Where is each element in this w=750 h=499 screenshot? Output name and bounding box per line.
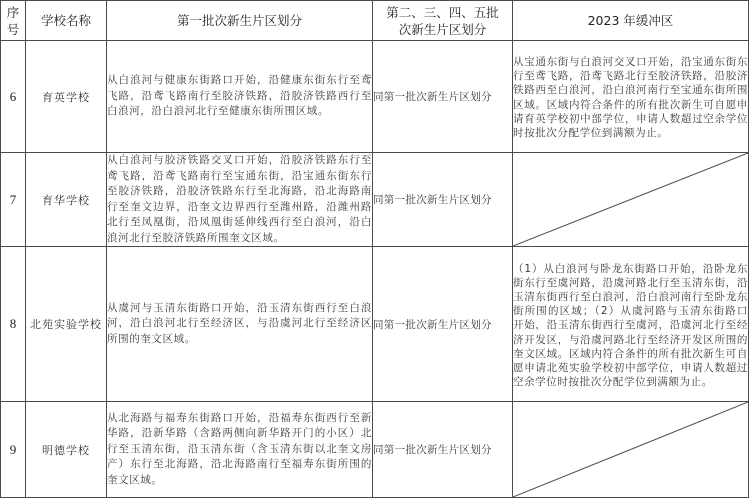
header-seq: 序号 [1,1,26,41]
header-later-batches: 第二、三、四、五批次新生片区划分 [373,1,513,41]
row-buffer-zone: （1）从白浪河与卧龙东街路口开始，沿卧龙东街东行至虞河路，沿虞河路北行至玉清东街，沿玉清东街西行至白浪河，沿白浪河南行至卧龙东街所围的区域；（2）从虞河路与玉清东街路口开始，沿玉清东街西行至虞河，沿虞河北行至经济开发区，与沿虞河路北行至经济开发区所围的奎文区域。区域内符合条件的所有批次新生可自愿申请北苑实验学校初中部学位，申请人数超过空余学位时按批次分配学位到满额为止。 [513,247,749,402]
table-row [1,402,749,498]
row-later-batch-zone: 同第一批次新生片区划分 [373,247,513,402]
row-school-name: 明德学校 [26,402,107,498]
table-row [1,41,749,153]
header-first-batch: 第一批次新生片区划分 [107,1,373,41]
header-buffer-2023: 2023 年缓冲区 [513,1,749,41]
table-row [1,247,749,402]
row-seq: 8 [1,247,26,402]
header-school-name: 学校名称 [26,1,107,41]
row-later-batch-zone: 同第一批次新生片区划分 [373,41,513,153]
row-seq: 9 [1,402,26,498]
row-seq: 6 [1,41,26,153]
row-buffer-zone: 从宝通东街与白浪河交叉口开始，沿宝通东街东行至鸢飞路，沿鸢飞路北行至胶济铁路，沿胶济铁路西至白浪河，沿白浪河南行至宝通东街所围区域。区域内符合条件的所有批次新生可自愿申请育英学校初中部学位，申请人数超过空余学位时按批次分配学位到满额为止。 [513,41,749,153]
row-first-batch-zone: 从虞河与玉清东街路口开始，沿玉清东街西行至白浪河，沿白浪河北行至经济区，与沿虞河北行至经济区所围的奎文区域。 [107,247,373,402]
row-school-name: 育英学校 [26,41,107,153]
diagonal-slash-icon [513,153,748,246]
row-buffer-zone-empty [513,153,749,247]
row-school-name: 北苑实验学校 [26,247,107,402]
table-header-row [1,1,749,41]
row-later-batch-zone: 同第一批次新生片区划分 [373,402,513,498]
row-buffer-zone-empty [513,402,749,498]
row-school-name: 育华学校 [26,153,107,247]
row-first-batch-zone: 从白浪河与胶济铁路交叉口开始，沿胶济铁路东行至鸢飞路，沿鸢飞路南行至宝通东街，沿宝通东街东行至胶济铁路，沿胶济铁路东行至北海路，沿北海路南行至奎文边界，沿奎文边界西行至潍州路，沿潍州路北行至凤凰街，沿凤凰街延伸线西行至白浪河，沿白浪河北行至胶济铁路所围奎文区域。 [107,153,373,247]
row-seq: 7 [1,153,26,247]
row-first-batch-zone: 从北海路与福寿东街路口开始，沿福寿东街西行至新华路，沿新华路（含路两侧向新华路开门的小区）北行至玉清东街，沿玉清东街（含玉清东街以北奎文房产）东行至北海路，沿北海路南行至福寿东街所围的奎文区域。 [107,402,373,498]
diagonal-slash-icon [513,402,748,497]
table-row [1,153,749,247]
row-later-batch-zone: 同第一批次新生片区划分 [373,153,513,247]
row-first-batch-zone: 从白浪河与健康东街路口开始，沿健康东街东行至鸢飞路，沿鸢飞路南行至胶济铁路，沿胶济铁路西行至白浪河，沿白浪河北行至健康东街所围区域。 [107,41,373,153]
